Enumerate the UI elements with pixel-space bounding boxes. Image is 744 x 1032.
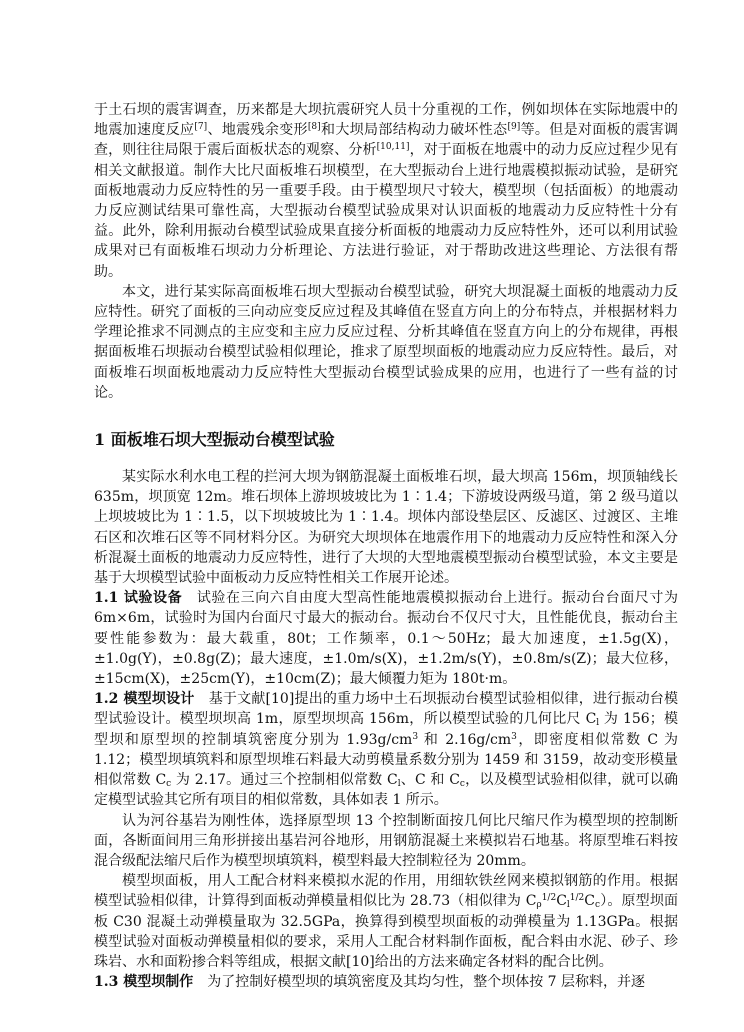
- text-run: 模型坝面板，用人工配合材料来模拟水泥的作用，用细软铁丝网来模拟钢筋的作用。根据模型试验相似律，计算得到面板动弹模量相似比为 28.73（相似律为 C: [94, 873, 678, 910]
- text-run: ，即密度相似常数 C 为 1.12；模型坝填筑料和原型坝堆石料最大动剪模量系数分别为 1459 和 3159，故动变形模量相似常数 C: [94, 731, 678, 789]
- subsection-heading: 1.1 试验设备: [94, 590, 183, 607]
- superscript: 3: [511, 731, 517, 742]
- paragraph-river-valley-model: 认为河谷基岩为刚性体，选择原型坝 13 个控制断面按几何比尺缩尺作为模型坝的控制断面，各断面间用三角形拼接出基岩河谷地形，用钢筋混凝土来模拟岩石地基。将原型堆石料按混合级配法缩尺后作为模型坝填筑料，模型料最大控制粒径为 20mm。: [94, 812, 678, 869]
- text-run: 基于文献[10]提出的重力场中土石坝振动台模型试验相似律，进行振动台模型试验设计。模型坝坝高 1m，原型坝坝高 156m，所以模型试验的几何比尺 C: [94, 691, 678, 728]
- subscript: l: [397, 779, 401, 790]
- citation-ref: [8]: [307, 122, 321, 133]
- text-run: 于土石坝的震害调查，历来都是大坝抗震研究人员十分重视的工作，例如坝体在实际地震中的地震加速度反应: [94, 102, 678, 139]
- text-run: 等。但是对面板的震害调查，则往往局限于震后面板状态的观察、分析: [94, 122, 678, 159]
- paragraph-face-slab-model: [94, 871, 678, 972]
- text-run: 和 2.16g/cm: [418, 731, 512, 748]
- text-run: 试验在三向六自由度大型高性能地震模拟振动台上进行。振动台台面尺寸为 6m×6m，试验时为国内台面尺寸最大的振动台。振动台不仅尺寸大，且性能优良，振动台主要性能参数为：最大载重，80t；工作频率，0.1～50Hz；最大加速度，±1.5g(X)，±1.0g(Y)，±0.8g(Z)；最大速度，±1.0m/s(X)，±1.2m/s(Y)，±0.8m/s(Z)；最大位移，±15cm(X)，±25cm(Y)，±10cm(Z)；最大倾覆力矩为 180t·m。: [94, 590, 679, 688]
- text-run: 和大坝局部结构动力破坏性态: [320, 122, 508, 139]
- subscript: l: [596, 718, 600, 729]
- subscript: c: [595, 900, 601, 911]
- text-run: ，以及模型试验相似律，就可以确定模型试验其它所有项目的相似常数，具体如表 1 所示。: [94, 772, 678, 809]
- subscript: l: [566, 900, 570, 911]
- superscript: 1/2: [569, 893, 585, 904]
- superscript: 1/2: [541, 893, 557, 904]
- subsection-heading: 1.2 模型坝设计: [94, 691, 195, 708]
- paragraph-model-design: [94, 689, 678, 810]
- subscript: c: [166, 779, 172, 790]
- text-run: C: [556, 893, 567, 910]
- subscript: ρ: [536, 900, 542, 911]
- citation-ref: [7]: [194, 122, 208, 133]
- paragraph-model-construction: [94, 972, 678, 992]
- text-run: 、地震残余变形: [207, 122, 308, 139]
- subsection-heading: 1.3 模型坝制作: [94, 974, 194, 991]
- paragraph-test-equipment: [94, 588, 678, 689]
- text-run: ）。原型坝面板 C30 混凝土动弹模量取为 32.5GPa，换算得到模型坝面板的动弹模量为 1.13GPa。根据模型试验对面板动弹模量相似的要求，采用人工配合材料制作面板，配合料由水泥、砂子、珍珠岩、水和面粉掺合料等组成，根据文献[10]给出的方法来确定各材料的配合比例。: [94, 893, 678, 970]
- text-run: 某实际水利水电工程的拦河大坝为钢筋混凝土面板堆石坝，最大坝高 156m，坝顶轴线长 635m，坝顶宽 12m。堆石坝体上游坝坡坡比为 1∶1.4；下游坡设两级马道，第 2 级马道以上坝坡坡比为 1∶1.5，以下坝坡坡比为 1∶1.4。坝体内部设垫层区、反滤区、过渡区、主堆石区和次堆石区等不同材料分区。为研究大坝坝体在地震作用下的地震动力反应特性和深入分析混凝土面板的地震动力反应特性，进行了大坝的大型地震模型振动台模型试验，本文主要是基于大坝模型试验中面板动力反应特性相关工作展开论述。: [94, 469, 678, 587]
- text-run: C: [584, 893, 595, 910]
- citation-ref: [10,11]: [376, 142, 410, 153]
- text-run: 为 156；模型坝和原型坝的控制填筑密度分别为 1.93g/cm: [94, 711, 678, 748]
- text-run: 为了控制好模型坝的填筑密度及其均匀性，整个坝体按 7 层称料，并逐: [207, 974, 646, 991]
- superscript: 3: [412, 731, 419, 742]
- text-run: 、C 和 C: [400, 772, 460, 789]
- text-run: 为 2.17。通过三个控制相似常数 C: [171, 772, 398, 789]
- section-heading: 1 面板堆石坝大型振动台模型试验: [94, 430, 335, 450]
- paragraph-study-overview: 本文，进行某实际高面板堆石坝大型振动台模型试验，研究大坝混凝土面板的地震动力反应特性。研究了面板的三向动应变反应过程及其峰值在竖直方向上的分布特点，并根据材料力学理论推求不同测点的主应变和主应力反应过程、分析其峰值在竖直方向上的分布规律，再根据面板堆石坝振动台模型试验相似理论，推求了原型坝面板的地震动应力反应特性。最后，对面板堆石坝面板地震动力反应特性大型振动台模型试验成果的应用，也进行了一些有益的讨论。: [94, 283, 678, 401]
- citation-ref: [9]: [507, 122, 521, 133]
- text-run: ，对于面板在地震中的动力反应过程少见有相关文献报道。制作大比尺面板堆石坝模型，在大型振动台上进行地震模拟振动试验，是研究面板地震动力反应特性的另一重要手段。由于模型坝尺寸较大，模型坝（包括面板）的地震动力反应测试结果可靠性高，大型振动台模型试验成果对认识面板的地震动力反应特性十分有益。此外，除利用振动台模型试验成果直接分析面板的地震动力反应特性外，还可以利用试验成果对已有面板堆石坝动力分析理论、方法进行验证，对于帮助改进这些理论、方法很有帮助。: [94, 142, 679, 280]
- subscript: c: [459, 779, 465, 790]
- paragraph-intro-continuation: [94, 100, 678, 282]
- paragraph-project-description: [94, 467, 678, 588]
